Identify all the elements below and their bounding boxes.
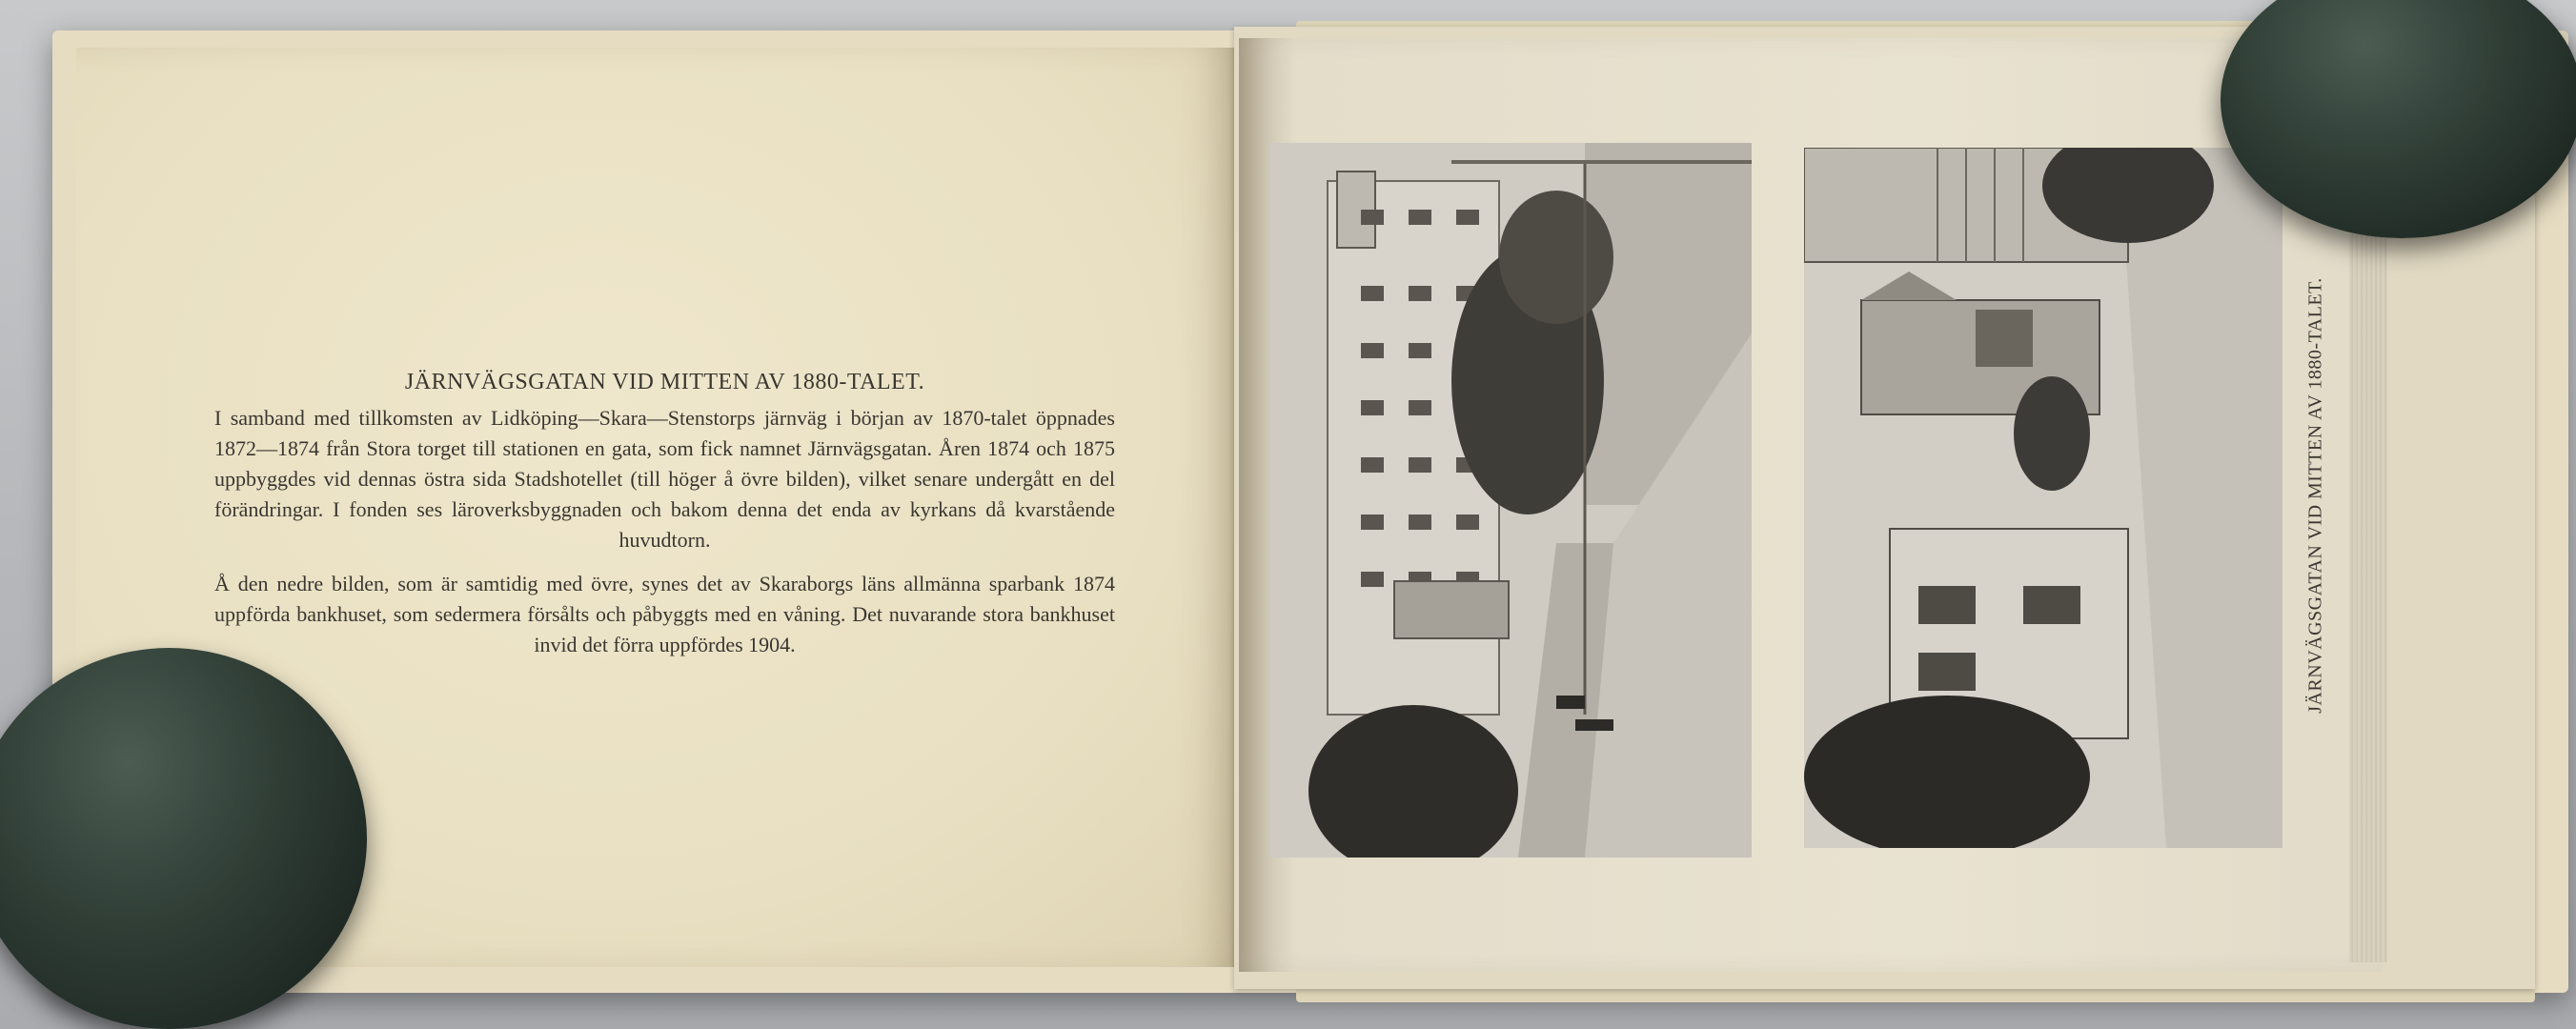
paragraph-1: I samband med tillkomsten av Lidköping—Skara—Stenstorps järnväg i början av 1870-talet öppnades 1872—1874 från Stora torget till stationen en gata, som fick namnet Järnvägsgatan. Åren 1874 och 1875 uppbyggdes vid dennas östra sida Stadshotellet (till höger å övre bilden), vilket senare undergått en del förändringar. I fonden ses läroverksbyggnaden och bakom denna det enda av kyrkans då kvarstående huvudtorn. <box>214 406 1115 552</box>
paragraph-2: Å den nedre bilden, som är samtidig med övre, synes det av Skaraborgs läns allmänna sparbank 1874 uppförda bankhuset, som sedermera försålts och påbyggts med en våning. Det nuvarande stora bankhuset invid det förra uppfördes 1904. <box>214 572 1115 656</box>
photo-caption-text: JÄRNVÄGSGATAN VID MITTEN AV 1880-TALET. <box>2304 277 2326 714</box>
left-page-text <box>214 367 1115 674</box>
photo-bank-building <box>1804 148 2282 848</box>
photo-caption <box>2297 257 2335 734</box>
photo-bank-building-illustration <box>1804 148 2282 848</box>
photo-street-hotel <box>1270 143 1752 858</box>
page-heading: JÄRNVÄGSGATAN VID MITTEN AV 1880-TALET. <box>404 370 925 394</box>
photo-street-hotel-illustration <box>1270 143 1752 858</box>
